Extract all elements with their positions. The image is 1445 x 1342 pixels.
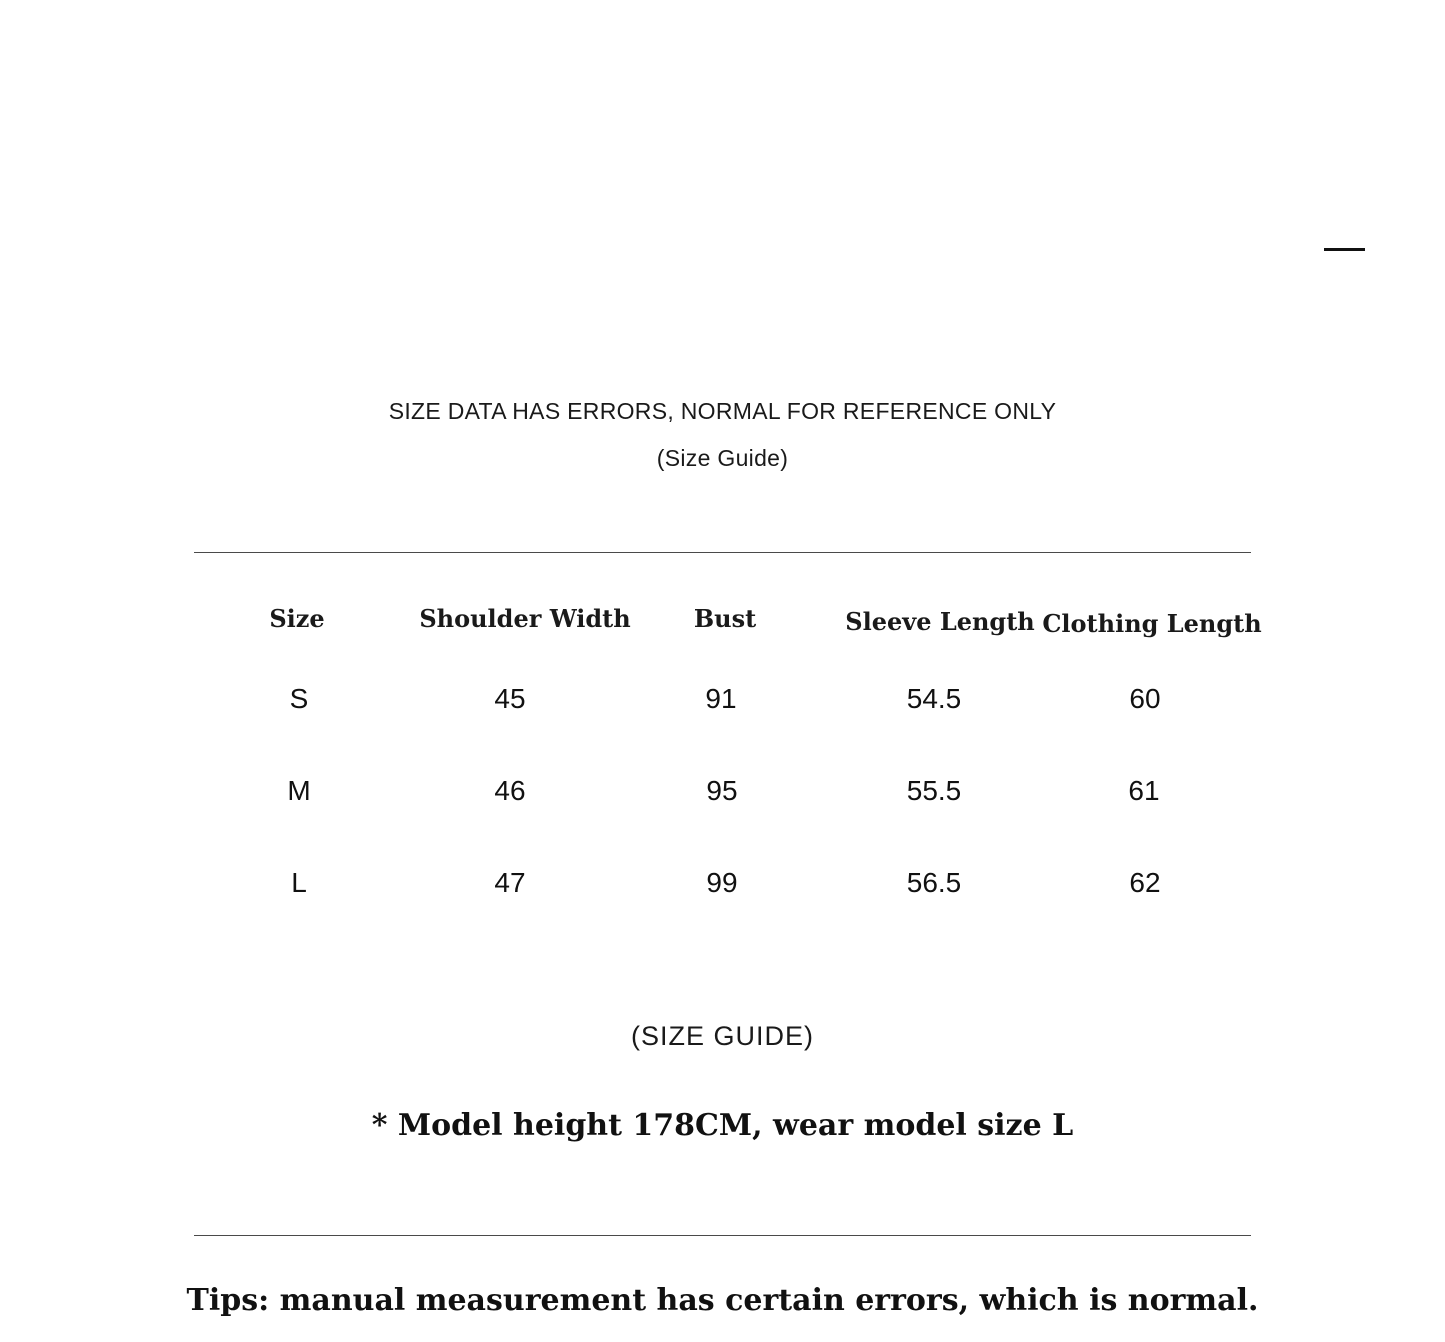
minus-icon [1324, 248, 1365, 251]
model-height-note: * Model height 178CM, wear model size L [371, 1108, 1074, 1143]
bottom-divider [194, 1235, 1251, 1236]
bust-cell: 91 [705, 683, 737, 714]
top-divider [194, 552, 1251, 553]
table-row [194, 775, 1251, 835]
table-header-row [194, 604, 1262, 664]
sleeve-length-cell: 55.5 [906, 775, 962, 806]
column-header-size: Size [269, 604, 325, 633]
sleeve-length-cell: 56.5 [906, 867, 962, 898]
bust-cell: 95 [706, 775, 738, 806]
size-guide-caption: (SIZE GUIDE) [630, 1021, 814, 1051]
shoulder-width-cell: 46 [494, 775, 526, 806]
size-cell: M [287, 775, 311, 806]
table-row [194, 683, 1251, 743]
measurement-tips: Tips: manual measurement has certain errors, which is normal. [186, 1283, 1259, 1318]
clothing-length-cell: 61 [1128, 775, 1160, 806]
shoulder-width-cell: 45 [494, 683, 526, 714]
column-header-bust: Bust [693, 604, 757, 633]
clothing-length-cell: 62 [1129, 867, 1161, 898]
clothing-length-cell: 60 [1129, 683, 1161, 714]
size-cell: L [291, 867, 307, 898]
size-guide-subtitle: (Size Guide) [656, 445, 789, 471]
bust-cell: 99 [706, 867, 738, 898]
sleeve-length-cell: 54.5 [906, 683, 962, 714]
shoulder-width-cell: 47 [494, 867, 526, 898]
column-header-shoulder-width: Shoulder Width [419, 604, 631, 633]
column-header-clothing-length: Clothing Length [1042, 609, 1262, 638]
size-cell: S [289, 683, 309, 714]
table-row [194, 867, 1251, 927]
size-notice: SIZE DATA HAS ERRORS, NORMAL FOR REFERENCE ONLY [388, 398, 1057, 424]
column-header-sleeve-length: Sleeve Length [845, 607, 1035, 636]
